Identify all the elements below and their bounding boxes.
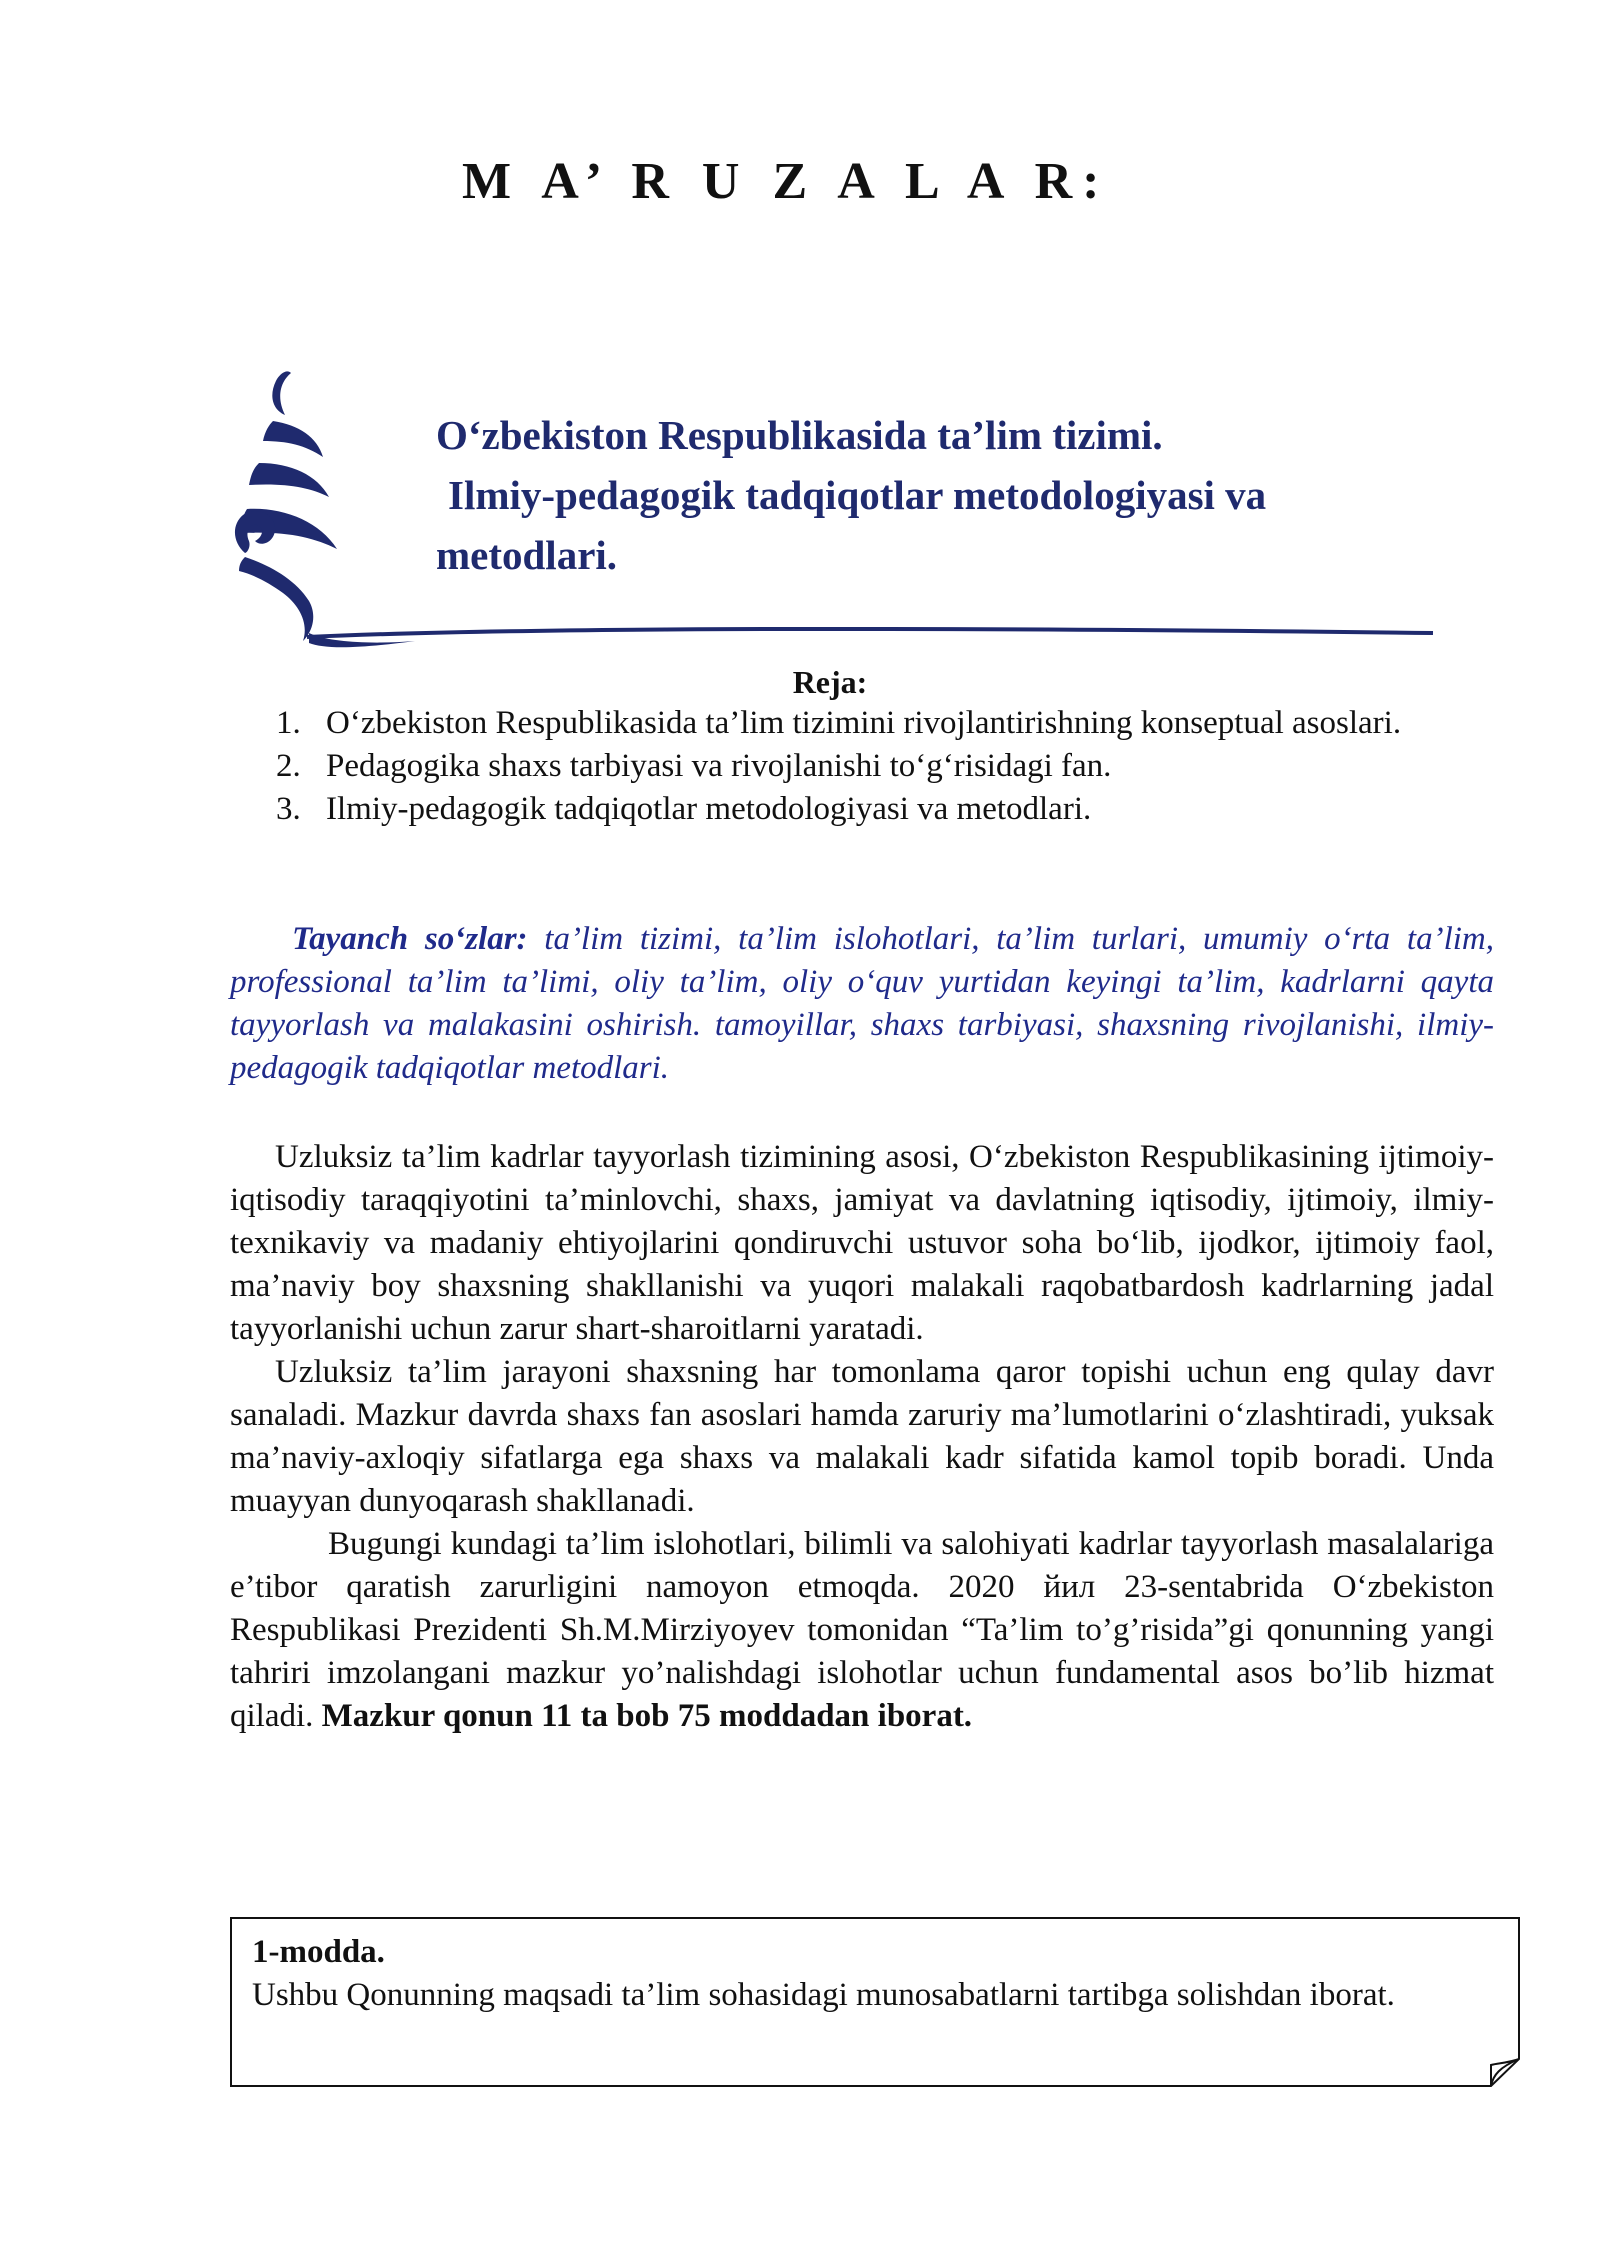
keywords-label: Tayanch so‘zlar:: [292, 921, 528, 957]
plan-item-number: 2.: [276, 748, 301, 784]
article-box: [230, 1917, 1520, 2087]
plan-heading: Reja:: [792, 664, 868, 700]
body-paragraph-text: Bugungi kundagi ta’lim islohotlari, bilimli va salohiyati kadrlar tayyorlash masalalariga e’tibor qaratish zarurligini namoyon etmoqda. 2020 йил 23-sentabrida O‘zbekiston Respublikasi Prezidenti Sh.M.Mirziyoyev tomonidan “Ta’lim to’g’risida”gi qonunning yangi tahriri imzolangani mazkur yo’nalishdagi islohotlar uchun fundamental asos bo’lib hizmat qiladi.: [230, 1526, 1494, 1734]
chapter-title-line: metodlari.: [436, 532, 618, 578]
chapter-title-line: O‘zbekiston Respublikasida ta’lim tizimi.: [436, 412, 1163, 458]
plan-item-number: 3.: [276, 791, 301, 827]
body-text: [230, 1136, 1494, 1738]
article-heading: 1-modda.: [252, 1934, 385, 1970]
plan-item: [276, 788, 1494, 831]
plan-list: [276, 702, 1494, 831]
plan-item-text: Pedagogika shaxs tarbiyasi va rivojlanishi to‘g‘risidagi fan.: [326, 748, 1112, 784]
chapter-title: [436, 405, 1436, 585]
body-paragraph: Uzluksiz ta’lim kadrlar tayyorlash tizimining asosi, O‘zbekiston Respublikasining ijtimoiy-iqtisodiy taraqqiyotini ta’minlovchi, shaxs, jamiyat va davlatning iqtisodiy, ijtimoiy, ilmiy-texnikaviy va madaniy ehtiyojlarini qondiruvchi ustuvor soha bo‘lib, ijodkor, ijtimoiy faol, ma’naviy boy shaxsning shakllanishi va yuqori malakali raqobatbardosh kadrlarning jadal tayyorlanishi uchun zarur shart-sharoitlarni yaratadi.: [230, 1139, 1494, 1347]
plan-item-text: Ilmiy-pedagogik tadqiqotlar metodologiyasi va metodlari.: [326, 791, 1092, 827]
body-paragraph-emphasis: Mazkur qonun 11 ta bob 75 moddadan iborat.: [321, 1698, 973, 1734]
plan-item: [276, 702, 1494, 745]
keywords-paragraph: [230, 918, 1494, 1090]
plan-item-text: O‘zbekiston Respublikasida ta’lim tizimini rivojlantirishning konseptual asoslari.: [326, 705, 1402, 741]
plan-item-number: 1.: [276, 705, 301, 741]
chapter-title-line: Ilmiy-pedagogik tadqiqotlar metodologiyasi va: [448, 472, 1267, 518]
body-paragraph: [230, 1523, 1494, 1738]
plan-item: [276, 745, 1494, 788]
article-content: [252, 1931, 1492, 2017]
body-paragraph: Uzluksiz ta’lim jarayoni shaxsning har tomonlama qaror topishi uchun eng qulay davr sanaladi. Mazkur davrda shaxs fan asoslari hamda zaruriy ma’lumotlarini o‘zlashtiradi, yuksak ma’naviy-axloqiy sifatlarga ega shaxs va malakali kadr sifatida kamol topib boradi. Unda muayyan dunyoqarash shakllanadi.: [230, 1354, 1494, 1519]
article-text: Ushbu Qonunning maqsadi ta’lim sohasidagi munosabatlarni tartibga solishdan iborat.: [252, 1977, 1395, 2013]
keywords-text: ta’lim tizimi, ta’lim islohotlari, ta’lim turlari, umumiy o‘rta ta’lim, professional ta’lim ta’limi, oliy ta’lim, oliy o‘quv yurtidan keyingi ta’lim, kadrlarni qayta tayyorlash va malakasini oshirish. tamoyillar, shaxs tarbiyasi, shaxsning rivojlanishi, ilmiy-pedagogik tadqiqotlar metodlari.: [230, 921, 1494, 1086]
page-title: M A’ R U Z A L A R:: [462, 153, 1110, 210]
